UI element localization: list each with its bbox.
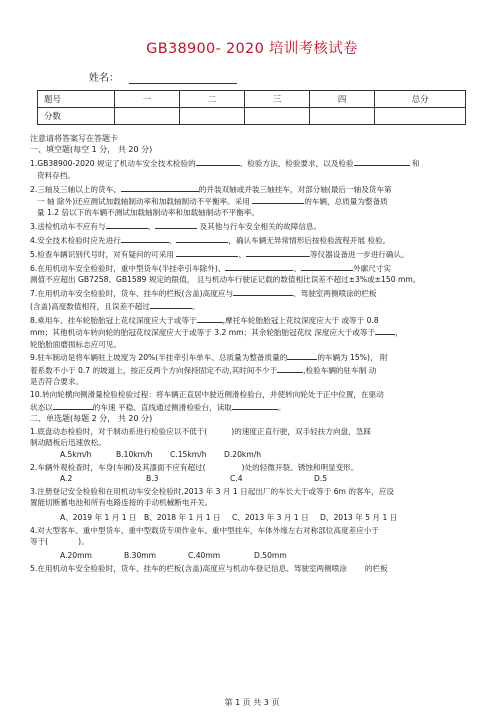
notice: 注意请将答案写在答题卡: [30, 134, 118, 143]
option-c[interactable]: C.4: [230, 473, 243, 483]
option-b[interactable]: B.3: [146, 473, 159, 483]
score-cell: [310, 108, 375, 125]
choice-options-2: [30, 473, 476, 484]
question-9: 9.驻车制动是将车辆驻上坡度为 20%(半挂牵引车单车、总质量为整备质量的 的车辆为 15%)， 附: [30, 353, 388, 363]
option-a[interactable]: A.2: [60, 473, 73, 483]
score-cell: [245, 108, 310, 125]
score-header-cell: 一: [115, 91, 180, 108]
score-header-cell: 题号: [38, 91, 115, 108]
question-2-cont: 量 1.2 倍以下的车辆不测试加载轴制动率和加载轴制动不平衡率。: [37, 208, 259, 218]
choice-question-5: 5.在用机动车安全检验时，货车、挂车的栏板(含盖)高度应与机动车登记信息、驾驶室两侧喷涂 的栏板: [30, 564, 388, 574]
question-6-cont: 测值不应超出 GB7258、GB1589 规定的限值， 且与机动车行驶证记载的数值相比误差不超过±3%或±150 mm。: [30, 275, 421, 285]
option-c[interactable]: C.40mm: [188, 551, 221, 561]
option-b[interactable]: B、2018 年 1 月 1 日: [144, 512, 221, 522]
choice-question-3: 3.注册登记安全检验和在用机动车安全检验时,2013 年 3 月 1 日起出厂的车长大于或等于 6m 的客车，应设: [30, 486, 394, 496]
option-d[interactable]: D.50mm: [254, 551, 287, 561]
option-b[interactable]: B.10km/h: [116, 449, 153, 459]
question-10-cont: 状态以 的车速 平稳、直线通过侧滑检验台，读取 。: [30, 402, 286, 412]
exam-body: [30, 133, 476, 575]
name-label: 姓名：: [89, 73, 119, 84]
score-header-cell: 四: [310, 91, 375, 108]
question-6: 6.在用机动车安全检验时，重中型货车(半挂牵引车除外)、 、 外廓尺寸实: [30, 264, 391, 274]
score-table-score-row: [38, 108, 466, 125]
question-9-cont: 着系数不小于 0.7 的坡道上，按正反两个方向保持固定不动,其时间不少于 ,检验车辆的驻车制 动: [30, 365, 377, 375]
option-c[interactable]: C.15km/h: [170, 449, 207, 459]
option-c[interactable]: C、2013 年 3 月 1 日: [232, 512, 309, 522]
question-1: 1.GB38900-2020 规定了机动车安全技术检验的 、检验方法、检验要求，以及检验 和: [30, 159, 420, 169]
option-d[interactable]: D.20km/h: [224, 449, 262, 459]
question-3: 3.送检机动车不应有与 、 及其他与行车安全相关的故障信息。: [30, 222, 322, 232]
option-d[interactable]: D、2013 年 5 月 1 日: [320, 512, 398, 522]
question-8: 8.乘用车、挂车轮胎胎冠上花纹深度应大于或等于 ,摩托车轮胎胎冠上花纹深度应大于 或等于 0.8: [30, 315, 379, 325]
question-5: 5.检查车辆识别代号时，对有疑问的可采用 、 等仪器设备进一步进行确认。: [30, 250, 409, 260]
score-cell: [115, 108, 180, 125]
name-underline: [129, 72, 237, 84]
question-10: 10.转向轮横向侧滑量检验检验过程：将车辆正直居中驶近侧滑检验台，并使转向轮处于正中位置，在驱动: [30, 390, 384, 400]
question-7-cont: (含盖)高度数值相符，且误差不超过 。: [30, 301, 200, 311]
question-8-cont: mm；其他机动车转向轮的胎冠花纹深度应大于或等于 3.2 mm；其余轮胎胎冠花纹 深度应大于或等于 ，: [30, 328, 403, 338]
question-4: 4.安全技术检验时应先进行 、 ，确认车辆无异常情形后按检验流程开展 检验。: [30, 236, 391, 246]
question-2-cont: 一 轴 除外)还应测试加载轴制动率和加载轴制动不平衡率。采用 的车辆，总质量为整备质: [37, 197, 388, 207]
score-cell: [180, 108, 245, 125]
question-1-cont: 资料存档。: [37, 170, 75, 180]
score-header-cell: 三: [245, 91, 310, 108]
score-table: [37, 90, 466, 125]
choice-question-4: 4.对大型客车、重中型货车、重中型载货专项作业车、重中型挂车，车体外缘左右对称部位高度差应小于: [30, 525, 379, 535]
score-cell: [375, 108, 466, 125]
option-a[interactable]: A.20mm: [60, 551, 92, 561]
score-header-cell: 总分: [375, 91, 466, 108]
option-b[interactable]: B.30mm: [124, 551, 157, 561]
question-9-cont: 是否符合要求。: [30, 377, 84, 387]
choice-question-2: 2.车辆外观检查时，车身(车厢)及其漆面不应有超过( )处的轻微开裂、锈蚀和明显变形。: [30, 462, 359, 472]
section-heading-single-choice: 二、单选题(每题 2 分， 共 20 分): [30, 413, 153, 423]
question-8-cont: 轮胎胎面磨损标志应可见。: [30, 339, 122, 349]
section-heading-fill-blank: 一、填空题(每空 1 分， 共 20 分): [30, 145, 153, 155]
choice-question-4-cont: 等于( )。: [30, 537, 89, 546]
choice-options-4: [30, 550, 476, 561]
choice-options-3: [30, 512, 476, 523]
page-footer: 第 1 页 共 3 页: [224, 698, 280, 707]
choice-question-1: 1.底盘动态检验时，对于制动系进行检验应以不低于( )的速度正直行驶，双手轻扶方向盘，急踩: [30, 426, 371, 436]
score-row-label: 分数: [38, 108, 115, 125]
exam-title: GB38900- 2020 培训考核试卷: [146, 41, 358, 57]
option-d[interactable]: D.5: [314, 473, 328, 483]
option-a[interactable]: A.5km/h: [60, 449, 92, 459]
name-field: [89, 69, 237, 84]
choice-question-1-cont: 制动踏板后迅速放松。: [30, 438, 106, 448]
score-table-header-row: [38, 91, 466, 108]
question-2: 2.三轴及三轴以上的货车、 的并装双轴或并装三轴挂车，对部分轴(最后一轴及货车第: [30, 184, 392, 194]
choice-question-3-cont: 置能切断蓄电池和所有电路连接的手动机械断电开关。: [30, 498, 213, 508]
choice-options-1: [30, 449, 476, 460]
question-7: 7.在用机动车安全检验时，货车、挂车的栏板(含盖)高度应与 、驾驶室两侧喷涂的栏板: [30, 289, 377, 299]
option-a[interactable]: A、2019 年 1 月 1 日: [60, 512, 137, 522]
score-header-cell: 二: [180, 91, 245, 108]
